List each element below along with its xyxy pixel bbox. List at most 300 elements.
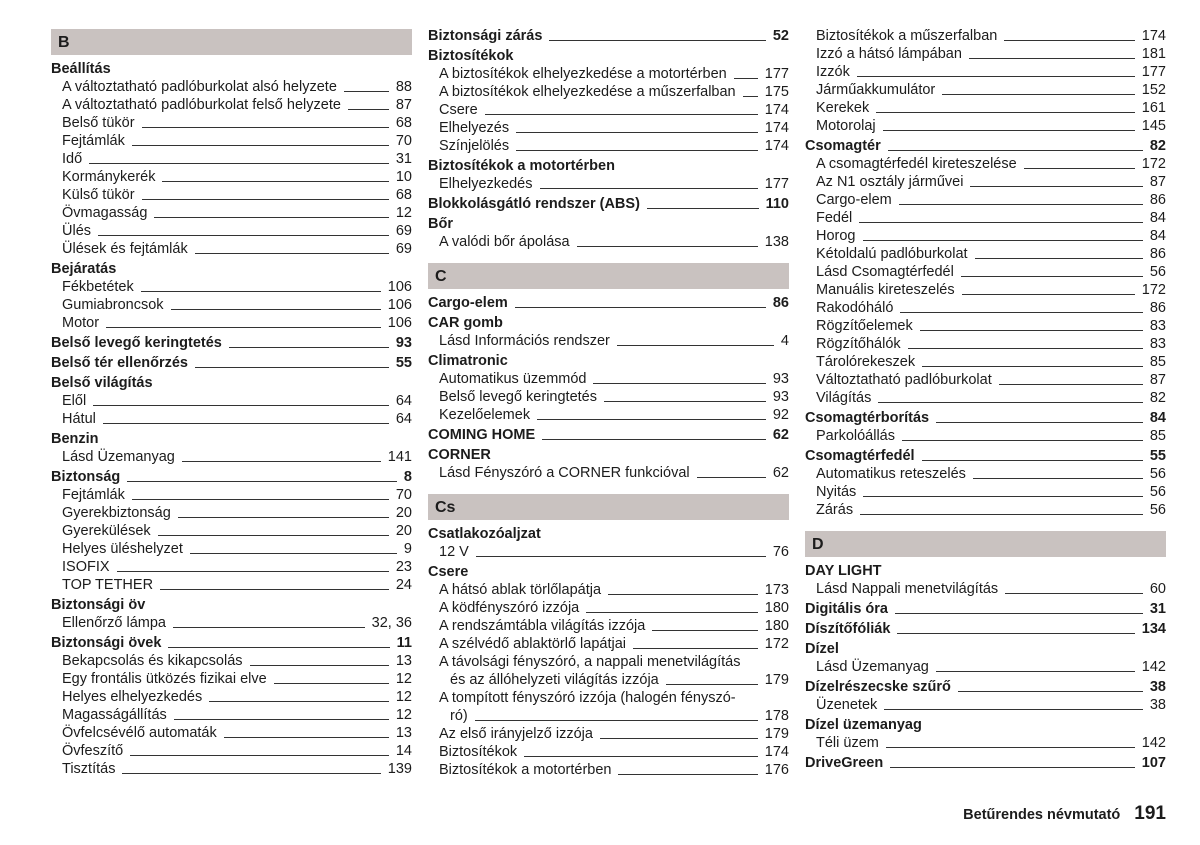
index-subentry (51, 150, 412, 168)
dot-leader (586, 612, 758, 613)
entry-label: Lásd Nappali menetvilágítás (816, 581, 999, 597)
index-subentry (805, 465, 1166, 483)
entry-label: Automatikus reteszelés (816, 466, 966, 482)
dot-leader (647, 208, 759, 209)
page-reference: 52 (772, 28, 789, 44)
entry-label: Izzók (816, 64, 850, 80)
page-reference: 141 (387, 449, 412, 465)
dot-leader (863, 496, 1143, 497)
dot-leader (1004, 40, 1134, 41)
page-number: 191 (1134, 803, 1166, 824)
index-subentry (428, 370, 789, 388)
dot-leader (970, 186, 1142, 187)
dot-leader (883, 130, 1135, 131)
page-reference: 84 (1149, 410, 1166, 426)
entry-label: Elől (62, 393, 87, 409)
page-reference: 172 (1141, 282, 1166, 298)
dot-leader (961, 276, 1143, 277)
entry-label: 12 V (439, 544, 469, 560)
dot-leader (103, 423, 389, 424)
page-reference: 69 (395, 241, 412, 257)
page-reference: 86 (1149, 300, 1166, 316)
page-reference: 9 (403, 541, 412, 557)
entry-label: A változtatható padlóburkolat felső helyzete (62, 97, 341, 113)
index-subentry (805, 580, 1166, 598)
dot-leader (158, 535, 389, 536)
index-subentry (805, 155, 1166, 173)
letter-section-header: Cs (428, 494, 789, 520)
dot-leader (274, 683, 389, 684)
index-subentry (805, 173, 1166, 191)
dot-leader (168, 647, 389, 648)
index-subentry (805, 389, 1166, 407)
entry-label: Dízel üzemanyag (805, 717, 922, 733)
dot-leader (160, 589, 389, 590)
entry-label: Biztosítékok (439, 744, 518, 760)
entry-label: Ellenőrző lámpa (62, 615, 166, 631)
dot-leader (860, 514, 1143, 515)
page-reference: 106 (387, 315, 412, 331)
page-reference: 85 (1149, 354, 1166, 370)
index-entry (428, 294, 789, 312)
index-entry (805, 409, 1166, 427)
index-subentry (805, 245, 1166, 263)
page-reference: 134 (1141, 621, 1166, 637)
page-reference: 174 (764, 120, 789, 136)
page-reference: 62 (772, 465, 789, 481)
dot-leader (224, 737, 389, 738)
page-reference: 24 (395, 577, 412, 593)
index-subentry (428, 543, 789, 561)
section-title: Betűrendes névmutató (963, 807, 1121, 823)
entry-label: Ülések és fejtámlák (62, 241, 188, 257)
entry-label: Biztosítékok a műszerfalban (816, 28, 998, 44)
index-subentry (428, 617, 789, 635)
index-entry (51, 430, 412, 448)
entry-label: Kétoldalú padlóburkolat (816, 246, 968, 262)
dot-leader (93, 405, 389, 406)
entry-label: A tompított fényszóró izzója (halogén fényszó- (439, 690, 736, 706)
dot-leader (515, 307, 766, 308)
page-reference: 145 (1141, 118, 1166, 134)
dot-leader (666, 684, 758, 685)
index-subentry (428, 332, 789, 350)
index-subentry (51, 706, 412, 724)
index-entry (805, 716, 1166, 734)
index-subentry (51, 278, 412, 296)
dot-leader (900, 312, 1142, 313)
entry-label: Tárolórekeszek (816, 354, 916, 370)
entry-label: DAY LIGHT (805, 563, 882, 579)
index-entry (428, 426, 789, 444)
entry-label: Rögzítőhálók (816, 336, 901, 352)
page-reference: 84 (1149, 228, 1166, 244)
index-entry (805, 620, 1166, 638)
dot-leader (476, 556, 766, 557)
dot-leader (549, 40, 765, 41)
index-subentry (805, 117, 1166, 135)
index-subentry (51, 240, 412, 258)
page-reference: 38 (1149, 697, 1166, 713)
entry-label: Csere (428, 564, 469, 580)
entry-label: Lásd Üzemanyag (62, 449, 175, 465)
index-subentry (51, 670, 412, 688)
entry-label: Övfeszítő (62, 743, 124, 759)
page-reference: 180 (764, 600, 789, 616)
index-entry (805, 137, 1166, 155)
dot-leader (652, 630, 757, 631)
index-subentry (428, 388, 789, 406)
index-subentry (51, 410, 412, 428)
entry-label: Biztosítékok a motortérben (428, 158, 615, 174)
page-reference: 60 (1149, 581, 1166, 597)
entry-label: Csere (439, 102, 478, 118)
dot-leader (618, 774, 757, 775)
page-footer (963, 803, 1166, 825)
dot-leader (173, 627, 365, 628)
entry-label: Bőr (428, 216, 453, 232)
entry-label: Zárás (816, 502, 854, 518)
page-reference: 93 (772, 371, 789, 387)
page-reference: 56 (1149, 484, 1166, 500)
entry-label: Külső tükör (62, 187, 135, 203)
page-reference: 174 (764, 102, 789, 118)
dot-leader (542, 439, 766, 440)
dot-leader (209, 701, 389, 702)
page-reference: 8 (403, 469, 412, 485)
dot-leader (182, 461, 381, 462)
dot-leader (117, 571, 389, 572)
page-reference: 56 (1149, 502, 1166, 518)
index-entry-continuation (428, 671, 789, 689)
dot-leader (857, 76, 1135, 77)
index-subentry (51, 504, 412, 522)
entry-label: Elhelyezkedés (439, 176, 533, 192)
entry-label: Belső levegő keringtetés (51, 335, 222, 351)
entry-label: Tisztítás (62, 761, 116, 777)
entry-label: Hátul (62, 411, 96, 427)
index-subentry (805, 45, 1166, 63)
entry-label: COMING HOME (428, 427, 536, 443)
index-subentry (805, 227, 1166, 245)
index-entry (805, 754, 1166, 772)
page-reference: 4 (780, 333, 789, 349)
dot-leader (537, 419, 766, 420)
page-reference: 12 (395, 205, 412, 221)
page-reference: 86 (772, 295, 789, 311)
entry-label: A biztosítékok elhelyezkedése a motortérben (439, 66, 727, 82)
index-subentry (51, 540, 412, 558)
index-subentry (805, 483, 1166, 501)
entry-label: Biztosítékok a motortérben (439, 762, 612, 778)
page-reference: 20 (395, 523, 412, 539)
entry-label: ISOFIX (62, 559, 110, 575)
letter-section-header: C (428, 263, 789, 289)
dot-leader (250, 665, 389, 666)
index-entry (51, 260, 412, 278)
entry-label: Övmagasság (62, 205, 148, 221)
index-subentry (51, 652, 412, 670)
dot-leader (975, 258, 1143, 259)
entry-label: Az első irányjelző izzója (439, 726, 593, 742)
entry-label: Lásd Fényszóró a CORNER funkcióval (439, 465, 690, 481)
dot-leader (171, 309, 381, 310)
index-entry (51, 596, 412, 614)
entry-label: Csatlakozóaljzat (428, 526, 541, 542)
page-reference: 70 (395, 133, 412, 149)
index-subentry (51, 296, 412, 314)
index-subentry (428, 725, 789, 743)
dot-leader (920, 330, 1143, 331)
index-subentry (805, 427, 1166, 445)
entry-label: Biztonsági zárás (428, 28, 543, 44)
entry-label: Lásd Információs rendszer (439, 333, 610, 349)
index-subentry (805, 696, 1166, 714)
entry-label: Helyes üléshelyzet (62, 541, 183, 557)
page-reference: 179 (764, 726, 789, 742)
dot-leader (876, 112, 1135, 113)
index-entry (428, 525, 789, 543)
page-reference: 12 (395, 707, 412, 723)
entry-label: A valódi bőr ápolása (439, 234, 570, 250)
dot-leader (516, 132, 758, 133)
page-reference: 139 (387, 761, 412, 777)
page-reference: 180 (764, 618, 789, 634)
dot-leader (969, 58, 1135, 59)
entry-label: Blokkolásgátló rendszer (ABS) (428, 196, 640, 212)
index-subentry (428, 137, 789, 155)
entry-label: Idő (62, 151, 83, 167)
dot-leader (516, 150, 758, 151)
page-reference: 174 (764, 744, 789, 760)
dot-leader (154, 217, 388, 218)
entry-label: Digitális óra (805, 601, 888, 617)
entry-label: Automatikus üzemmód (439, 371, 587, 387)
page-reference: 87 (1149, 372, 1166, 388)
dot-leader (908, 348, 1143, 349)
entry-label: A változtatható padlóburkolat alsó helyzete (62, 79, 337, 95)
page-reference: 11 (396, 635, 412, 651)
entry-label: Díszítőfóliák (805, 621, 891, 637)
index-subentry (428, 653, 789, 671)
page-reference: 88 (395, 79, 412, 95)
page-reference: 56 (1149, 466, 1166, 482)
dot-leader (178, 517, 389, 518)
page-reference: 92 (772, 407, 789, 423)
entry-label: Belső világítás (51, 375, 153, 391)
dot-leader (195, 253, 389, 254)
page-reference: 83 (1149, 318, 1166, 334)
entry-label: A ködfényszóró izzója (439, 600, 580, 616)
index-subentry (428, 761, 789, 779)
entry-label: Csomagtér (805, 138, 881, 154)
page-reference: 64 (395, 411, 412, 427)
entry-label: Kerekek (816, 100, 870, 116)
index-subentry (805, 281, 1166, 299)
entry-label: Téli üzem (816, 735, 879, 751)
dot-leader (999, 384, 1143, 385)
page-reference: 177 (764, 66, 789, 82)
index-subentry (805, 734, 1166, 752)
dot-leader (190, 553, 397, 554)
index-entry (51, 334, 412, 352)
entry-label: A biztosítékok elhelyezkedése a műszerfalban (439, 84, 736, 100)
entry-label: Egy frontális ütközés fizikai elve (62, 671, 267, 687)
dot-leader (604, 401, 766, 402)
entry-label: Motor (62, 315, 100, 331)
entry-label: Elhelyezés (439, 120, 510, 136)
page-reference: 13 (395, 725, 412, 741)
entry-label: A rendszámtábla világítás izzója (439, 618, 646, 634)
index-entry (428, 195, 789, 213)
dot-leader (888, 150, 1143, 151)
dot-leader (973, 478, 1143, 479)
entry-label: Járműakkumulátor (816, 82, 936, 98)
index-subentry (428, 406, 789, 424)
page-reference: 82 (1149, 138, 1166, 154)
index-entry (805, 447, 1166, 465)
entry-label-continuation: és az állóhelyzeti világítás izzója (450, 672, 659, 688)
index-subentry (51, 486, 412, 504)
index-entry (428, 157, 789, 175)
index-entry (805, 600, 1166, 618)
entry-label: Lásd Üzemanyag (816, 659, 929, 675)
index-subentry (51, 78, 412, 96)
index-entry (51, 468, 412, 486)
page-reference: 85 (1149, 428, 1166, 444)
dot-leader (1024, 168, 1135, 169)
index-subentry (51, 688, 412, 706)
page-reference: 138 (764, 234, 789, 250)
page-reference: 13 (395, 653, 412, 669)
letter-section-header: B (51, 29, 412, 55)
entry-label: Fékbetétek (62, 279, 134, 295)
entry-label: Belső tér ellenőrzés (51, 355, 188, 371)
dot-leader (633, 648, 758, 649)
page-reference: 23 (395, 559, 412, 575)
index-subentry (428, 599, 789, 617)
dot-leader (962, 294, 1135, 295)
entry-label: A szélvédő ablaktörlő lapátjai (439, 636, 627, 652)
dot-leader (697, 477, 766, 478)
entry-label: Gumiabroncsok (62, 297, 164, 313)
dot-leader (886, 747, 1135, 748)
page-reference: 70 (395, 487, 412, 503)
entry-label: Dízelrészecske szűrő (805, 679, 951, 695)
page-reference: 12 (395, 689, 412, 705)
entry-label: Belső levegő keringtetés (439, 389, 597, 405)
index-subentry (51, 186, 412, 204)
index-subentry (805, 191, 1166, 209)
page-reference: 172 (1141, 156, 1166, 172)
index-subentry (428, 581, 789, 599)
dot-leader (608, 594, 758, 595)
entry-label: Üzenetek (816, 697, 878, 713)
page-reference: 107 (1141, 755, 1166, 771)
index-subentry (428, 233, 789, 251)
page-reference: 12 (395, 671, 412, 687)
page-reference: 32, 36 (371, 615, 412, 631)
page-reference: 64 (395, 393, 412, 409)
index-subentry (51, 614, 412, 632)
index-subentry (805, 27, 1166, 45)
page-reference: 106 (387, 297, 412, 313)
index-entry (51, 354, 412, 372)
index-subentry (51, 448, 412, 466)
page-reference: 175 (764, 84, 789, 100)
index-subentry (51, 222, 412, 240)
page-reference: 31 (395, 151, 412, 167)
dot-leader (162, 181, 388, 182)
index-subentry (51, 314, 412, 332)
dot-leader (863, 240, 1143, 241)
dot-leader (1005, 593, 1143, 594)
index-entry-continuation (428, 707, 789, 725)
dot-leader (475, 720, 758, 721)
dot-leader (899, 204, 1143, 205)
index-entry (805, 640, 1166, 658)
entry-label: Az N1 osztály járművei (816, 174, 964, 190)
page-reference: 86 (1149, 192, 1166, 208)
index-subentry (805, 371, 1166, 389)
page-reference: 142 (1141, 735, 1166, 751)
page-reference: 178 (764, 708, 789, 724)
entry-label: Biztonsági övek (51, 635, 162, 651)
dot-leader (890, 767, 1135, 768)
entry-label: Fejtámlák (62, 487, 125, 503)
entry-label: Gyerekbiztonság (62, 505, 171, 521)
entry-label: CORNER (428, 447, 491, 463)
dot-leader (936, 671, 1135, 672)
page-reference: 142 (1141, 659, 1166, 675)
entry-label: Gyerekülések (62, 523, 151, 539)
entry-label: Cargo-elem (428, 295, 508, 311)
entry-label: Beállítás (51, 61, 111, 77)
page-reference: 10 (395, 169, 412, 185)
index-entry (805, 678, 1166, 696)
index-column-3 (805, 27, 1166, 772)
index-subentry (428, 464, 789, 482)
index-subentry (51, 96, 412, 114)
entry-label: A csomagtérfedél kireteszelése (816, 156, 1017, 172)
page-reference: 177 (764, 176, 789, 192)
index-entry (428, 352, 789, 370)
dot-leader (130, 755, 389, 756)
page-reference: 83 (1149, 336, 1166, 352)
page-reference: 110 (765, 196, 789, 212)
page-reference: 31 (1149, 601, 1166, 617)
entry-label: Biztosítékok (428, 48, 514, 64)
page-reference: 93 (772, 389, 789, 405)
dot-leader (593, 383, 765, 384)
dot-leader (942, 94, 1135, 95)
entry-label: Bekapcsolás és kikapcsolás (62, 653, 243, 669)
index-subentry (805, 99, 1166, 117)
page-reference: 82 (1149, 390, 1166, 406)
dot-leader (884, 709, 1143, 710)
entry-label: Nyitás (816, 484, 857, 500)
entry-label: Rakodóháló (816, 300, 894, 316)
entry-label: Motorolaj (816, 118, 876, 134)
entry-label: DriveGreen (805, 755, 884, 771)
dot-leader (922, 366, 1143, 367)
index-column-1 (51, 27, 412, 778)
page-reference: 179 (764, 672, 789, 688)
dot-leader (348, 109, 389, 110)
page-reference: 55 (395, 355, 412, 371)
index-subentry (51, 760, 412, 778)
entry-label: Fedél (816, 210, 853, 226)
